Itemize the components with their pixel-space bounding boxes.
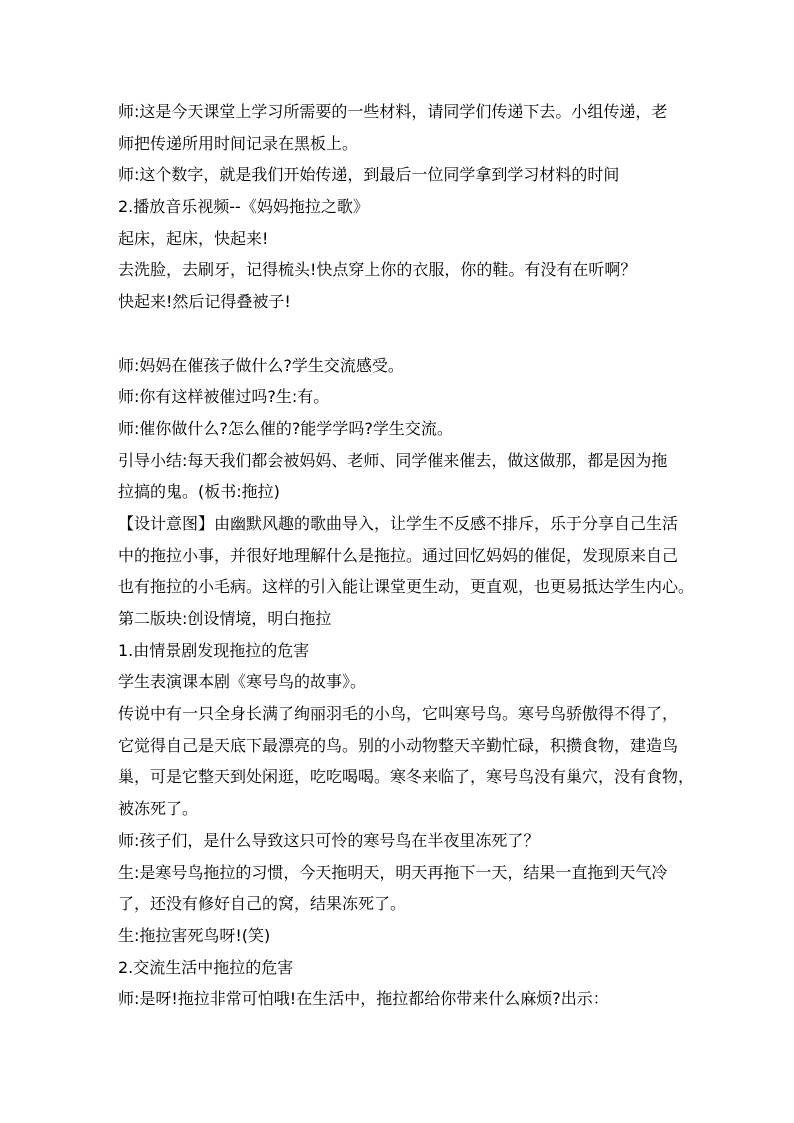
document-text-line: 被冻死了。 xyxy=(118,799,199,819)
document-text-line: 第二版块:创设情境，明白拖拉 xyxy=(118,609,332,628)
document-text-line: 【设计意图】由幽默风趣的歌曲导入，让学生不反感不排斥，乐于分享自己生活 xyxy=(118,513,679,533)
document-text-line: 2.交流生活中拖拉的危害 xyxy=(118,957,294,977)
document-text-line: 也有拖拉的小毛病。这样的引入能让课堂更生动，更直观，也更易抵达学生内心。 xyxy=(118,577,695,597)
document-text-line: 中的拖拉小事，并很好地理解什么是拖拉。通过回忆妈妈的催促，发现原来自己 xyxy=(118,545,679,565)
document-text-line: 师:你有这样被催过吗?生:有。 xyxy=(118,387,330,407)
document-text-line: 师:妈妈在催孩子做什么?学生交流感受。 xyxy=(118,355,404,375)
document-text-line: 它觉得自己是天底下最漂亮的鸟。别的小动物整天辛勤忙碌，积攒食物，建造鸟 xyxy=(118,735,679,755)
document-text-line: 引导小结:每天我们都会被妈妈、老师、同学催来催去，做这做那，都是因为拖 xyxy=(118,450,668,470)
document-text-line: 师:这是今天课堂上学习所需要的一些材料，请同学们传递下去。小组传递，老 xyxy=(118,102,668,121)
document-text-block xyxy=(118,96,708,1015)
document-text-line: 生:是寒号鸟拖拉的习惯，今天拖明天，明天再拖下一天，结果一直拖到天气冷 xyxy=(118,862,668,882)
document-text-line: 师:孩子们，是什么导致这只可怜的寒号鸟在半夜里冻死了？ xyxy=(118,830,540,850)
document-text-line xyxy=(118,318,708,350)
document-text-line: 快起来!然后记得叠被子! xyxy=(118,292,291,312)
document-text-line: 师:催你做什么?怎么催的?能学学吗?学生交流。 xyxy=(118,418,453,438)
document-text-line: 了，还没有修好自己的窝，结果冻死了。 xyxy=(118,894,407,914)
document-text-line: 学生表演课本剧《寒号鸟的故事》。 xyxy=(118,672,367,692)
document-text-line: 巢，可是它整天到处闲逛，吃吃喝喝。寒冬来临了，寒号鸟没有巢穴，没有食物， xyxy=(118,767,695,787)
document-text-line: 去洗脸，去刷牙，记得梳头!快点穿上你的衣服，你的鞋。有没有在听啊？ xyxy=(118,260,637,280)
document-text-line: 拉搞的鬼。(板书:拖拉) xyxy=(118,482,280,502)
document-text-line: 传说中有一只全身长满了绚丽羽毛的小鸟，它叫寒号鸟。寒号鸟骄傲得不得了， xyxy=(118,704,679,724)
document-text-line: 师:是呀!拖拉非常可怕哦!在生活中，拖拉都给你带来什么麻烦?出示： xyxy=(118,989,609,1009)
document-text-line: 生:拖拉害死鸟呀!(笑) xyxy=(118,925,271,945)
document-text-line: 1.由情景剧发现拖拉的危害 xyxy=(118,640,310,660)
document-text-line: 起床，起床，快起来! xyxy=(118,228,269,248)
document-text-line: 师把传递所用时间记录在黑板上。 xyxy=(118,133,359,153)
document-text-line: 2.播放音乐视频--《妈妈拖拉之歌》 xyxy=(118,197,369,217)
document-text-line: 师:这个数字，就是我们开始传递，到最后一位同学拿到学习材料的时间 xyxy=(118,165,620,185)
